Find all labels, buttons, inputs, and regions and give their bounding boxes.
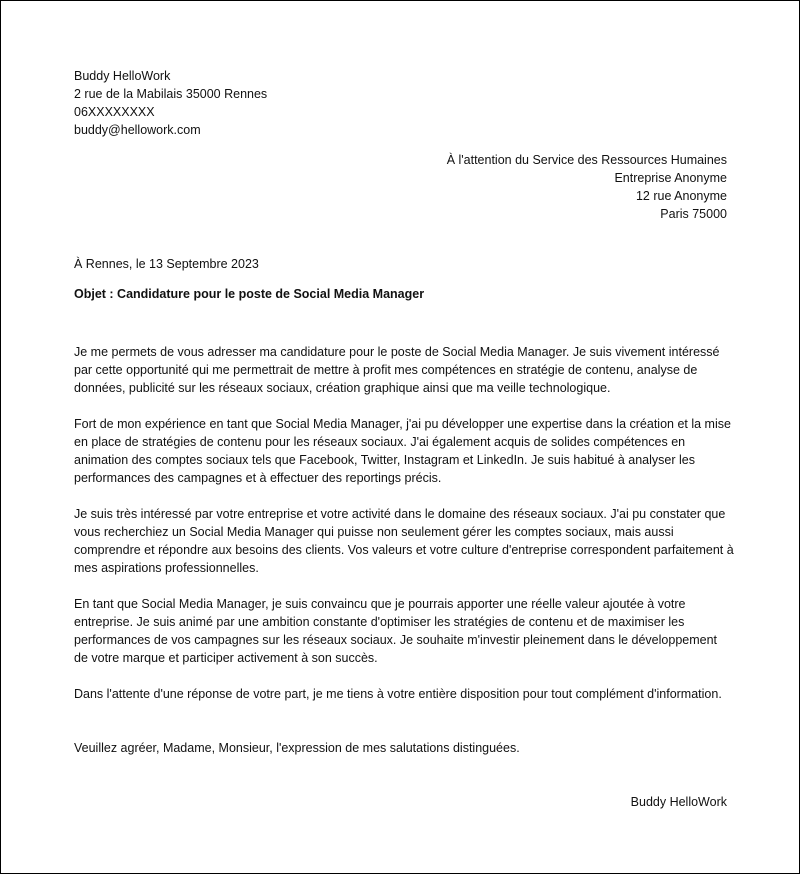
signature: Buddy HelloWork — [630, 795, 727, 809]
sender-phone: 06XXXXXXXX — [74, 105, 155, 119]
recipient-city: Paris 75000 — [660, 207, 727, 221]
letter-subject: Objet : Candidature pour le poste de Social Media Manager — [74, 287, 425, 301]
closing-formula: Veuillez agréer, Madame, Monsieur, l'expression de mes salutations distinguées. — [74, 741, 520, 755]
sender-email: buddy@hellowork.com — [74, 123, 201, 137]
letter-date: À Rennes, le 13 Septembre 2023 — [74, 257, 259, 271]
recipient-attention: À l'attention du Service des Ressources Humaines — [446, 153, 727, 167]
recipient-street: 12 rue Anonyme — [635, 189, 727, 203]
sender-block — [74, 67, 267, 139]
sender-name: Buddy HelloWork — [74, 69, 171, 83]
body-paragraph-3: Je suis très intéressé par votre entreprise et votre activité dans le domaine des réseaux sociaux. J'ai pu constater que vous recherchiez un Social Media Manager qui puisse non seulement gérer les comptes sociaux, mais aussi comprendre et répondre aux besoins des clients. Vos valeurs et votre culture d'entreprise correspondent parfaitement à mes aspirations professionnelles. — [74, 507, 734, 575]
body-paragraph-4: En tant que Social Media Manager, je suis convaincu que je pourrais apporter une réelle valeur ajoutée à votre entreprise. Je suis animé par une ambition constante d'optimiser les stratégies de contenu et de maximiser les performances de vos campagnes sur les réseaux sociaux. Je souhaite m'investir pleinement dans le développement de votre marque et participer activement à son succès. — [74, 597, 718, 665]
sender-address: 2 rue de la Mabilais 35000 Rennes — [74, 87, 268, 101]
recipient-company: Entreprise Anonyme — [614, 171, 727, 185]
body-paragraph-5: Dans l'attente d'une réponse de votre part, je me tiens à votre entière disposition pour tout complément d'information. — [74, 687, 722, 701]
body-paragraph-2: Fort de mon expérience en tant que Social Media Manager, j'ai pu développer une expertise dans la création et la mise en place de stratégies de contenu pour les réseaux sociaux. J'ai également acquis de solides compétences en animation des comptes sociaux tels que Facebook, Twitter, Instagram et LinkedIn. Je suis habitué à analyser les performances des campagnes et à effectuer des reportings précis. — [74, 417, 731, 485]
recipient-block — [447, 151, 727, 223]
body-paragraph-1: Je me permets de vous adresser ma candidature pour le poste de Social Media Manager. Je suis vivement intéressé par cette opportunité qui me permettrait de mettre à profit mes compétences en stratégie de contenu, analyse de données, publicité sur les réseaux sociaux, création graphique ainsi que ma veille technologique. — [74, 345, 720, 395]
